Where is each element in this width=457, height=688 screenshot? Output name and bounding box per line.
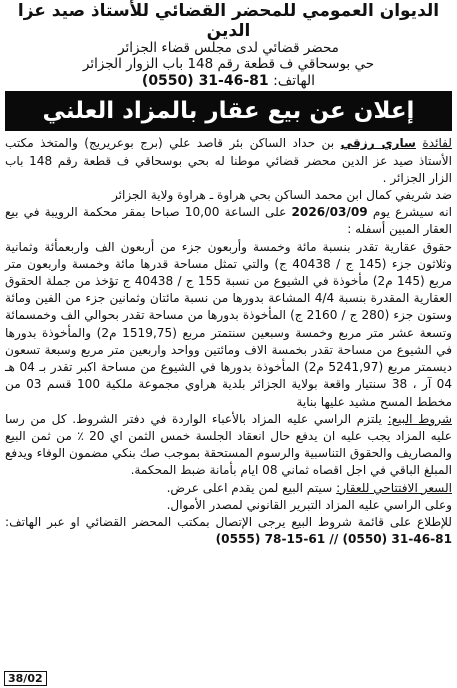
beneficiary-name: ساري رزقي xyxy=(340,136,416,151)
office-phone xyxy=(5,73,452,90)
beneficiary-prefix: لفائدة xyxy=(422,136,452,151)
office-address: حي بوسحاقي ف قطعة رقم 148 باب الزوار الجزائر xyxy=(82,56,375,73)
sale-date-prefix: انه سيشرع يوم xyxy=(372,205,452,220)
phone-label: الهاتف: xyxy=(273,72,316,89)
phone-value: 81-46-31 (0550) xyxy=(141,72,269,89)
paragraph-opening-price xyxy=(5,480,452,497)
paragraph-defendant: ضد شريفي كمال ابن محمد الساكن بحي هراوة ـ هراوة ولاية الجزائر xyxy=(111,188,452,203)
sale-date-suffix: على الساعة 10,00 صباحا بمقر محكمة الرويبة في بيع العقار المبين أسفله : xyxy=(5,205,452,237)
announcement-banner: إعلان عن بيع عقار بالمزاد العلني xyxy=(5,91,452,131)
opening-price-text: سيتم البيع لمن يقدم اعلى عرض. xyxy=(166,480,333,495)
announcement-body xyxy=(5,135,452,548)
paragraph-beneficiary xyxy=(5,135,452,187)
sale-conditions-text: يلتزم الراسي عليه المزاد بالأعباء الواردة في دفتر الشروط. كل من رسا عليه المزاد يجب عليه ان يدفع حال انعقاد الجلسة خمس الثمن اي 20 ٪ من ثمن البيع والمصاريف والحقوق التناسبية والرسوم المستحقة بموجب صك بنكي مضمون الوفاء ويدفع المبلغ الباقي في اجل اقصاه ثماني 08 ايام بأمانة ضبط المحكمة. xyxy=(5,411,452,478)
paragraph-property-description: حقوق عقارية تقدر بنسبة مائة وخمسة وأربعون جزء من أربعون الف واربعمأئة وثمانية وثلاثون جزء (145 ج / 40438 ج) والتي تمثل مساحة قدرها مائة وخمسة واربعون متر مربع (145 م2) مأخوذة في الشيوع من نسبة 155 ج / 40438 ج تؤخذ من جملة الحقوق العقارية المقدرة بنسبة 4/4 المشاعة بدورها من نسبة مائتان وثمانين جزء من الفين ومائة وستون جزء (280 ج / 2160 ج) المأخوذة بدورها من مساحة تقدر بحوالي الف وخمسمائة وتسعة عشر متر مربع وخمسة وسبعين سنتمتر مربع (1519,75 م2) والمأخوذة بدورها في الشيوع من مساحة تقدر بخمسة الاف ومائتين وواحد واربعين متر مربع وسبعة تسعون ديسمتر مربع (5241,97 م2) المأخوذة بدورها في الشيوع من مساحة اكبر تقدر بـ 04 هـ 04 آر ، 38 سنتيار واقعة بولاية الجزائر بلدية هراوي مجموعة ملكية 100 قسم 03 من مخطط المسح مشيد عليها بناية xyxy=(5,239,453,409)
header xyxy=(5,1,452,89)
office-subtitle: محضر قضائي لدى مجلس قضاء الجزائر xyxy=(118,40,339,57)
sale-date: 2026/03/09 xyxy=(291,205,368,220)
announcement-page xyxy=(0,1,457,688)
paragraph-sale-date xyxy=(5,204,452,238)
page-number: 38/02 xyxy=(4,671,47,686)
sale-conditions-label: شروط البيع: xyxy=(387,411,452,426)
paragraph-funds-origin: وعلى الراسي عليه المزاد التبرير القانوني لمصدر الأموال. xyxy=(166,497,452,512)
beneficiary-text: بن حداد الساكن بئر قاصد علي (برج بوعريريج) والمتخذ مكتب الأستاذ صيد عز الدين محضر قضائي موطنا له بحي بوسحاقي ف قطعة رقم 148 باب الزار الجزائر . xyxy=(5,136,452,185)
office-title: الديوان العمومي للمحضر القضائي للأستاذ صيد عزا الدين xyxy=(17,1,440,42)
contact-phones: 81-46-31 (0550) // 61-15-78 (0555) xyxy=(215,532,452,547)
paragraph-contact xyxy=(5,514,452,548)
paragraph-sale-conditions xyxy=(5,411,452,480)
contact-text: للإطلاع على قائمة شروط البيع يرجى الإتصال بمكتب المحضر القضائي او عبر الهاتف: xyxy=(5,514,452,529)
opening-price-label: السعر الافتتاحي للعقار: xyxy=(336,480,452,495)
